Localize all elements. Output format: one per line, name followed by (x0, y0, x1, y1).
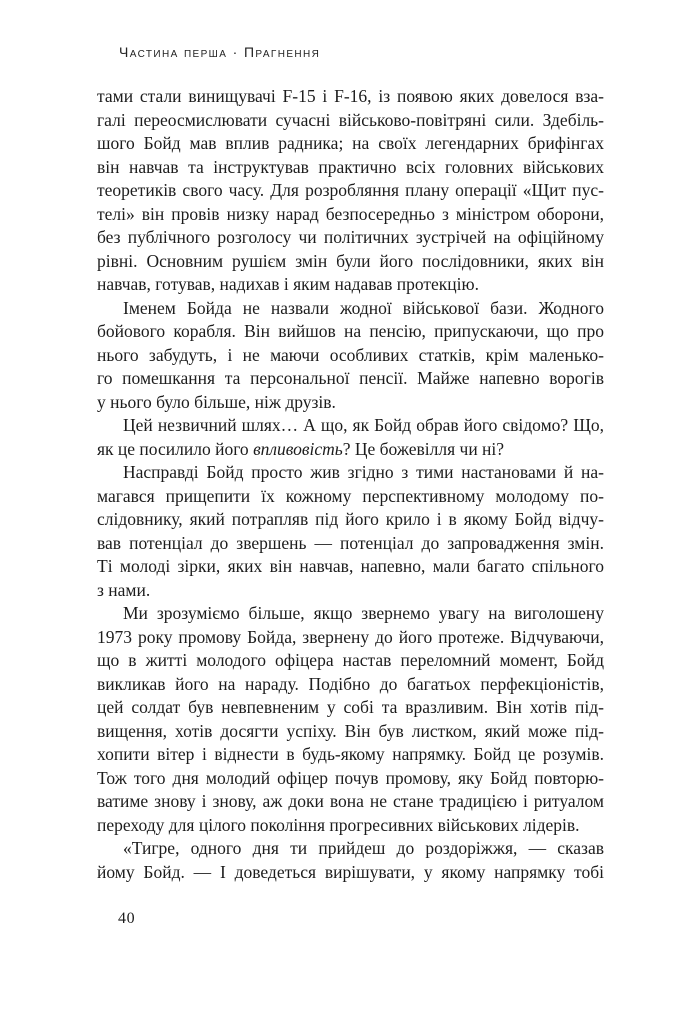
text-line (97, 743, 604, 767)
text-segment: тами стали винищувачі F-15 і F-16, із появою яких довелося вза- (97, 86, 604, 106)
text-segment: 1973 року промову Бойда, звернену до його протеже. Відчуваючи, (97, 626, 604, 647)
italic-text: впливовість (253, 438, 343, 459)
paragraph (97, 461, 604, 602)
text-segment: Тож того дня молодий офіцер почув промову, яку Бойд повторю- (97, 767, 604, 788)
text-line (97, 250, 604, 274)
text-segment: Іменем Бойда не назвали жодної військової бази. Жодного (123, 297, 604, 318)
text-line (97, 391, 604, 415)
text-line (97, 297, 604, 321)
paragraph (97, 837, 604, 884)
text-segment: Ми зрозуміємо більше, якщо звернемо увагу на виголошену (123, 603, 604, 623)
text-line (97, 649, 604, 673)
text-segment: «Тигре, одного дня ти прийдеш до роздоріжжя, — сказав (123, 838, 604, 858)
text-segment: телі» він провів низку нарад безпосередньо з міністром оборони, (97, 203, 604, 224)
text-segment: Ті молоді зірки, яких він навчав, напевно, мали багато спільного (97, 556, 604, 576)
text-line (97, 626, 604, 650)
text-segment: ватиме знову і знову, аж доки вона не стане традицією і ритуалом (97, 791, 604, 811)
text-segment: магався прищепити їх кожному перспективному молодому по- (97, 485, 604, 506)
text-line (97, 85, 604, 109)
text-line (97, 179, 604, 203)
page-number: 40 (118, 910, 136, 927)
text-segment: галі переосмислювати сучасні військово-повітряні сили. Здебіль- (97, 109, 604, 130)
text-line (97, 273, 604, 297)
text-segment: навчав, готував, надихав і яким надавав протекцію. (97, 274, 479, 294)
paragraph (97, 602, 604, 837)
text-segment: у нього було більше, ніж друзів. (97, 391, 336, 412)
text-line (97, 485, 604, 509)
text-line (97, 532, 604, 556)
text-line (97, 461, 604, 485)
text-line (97, 579, 604, 603)
text-segment: Цей незвичний шлях… А що, як Бойд обрав його свідомо? Що, (123, 415, 604, 435)
running-head: Частина перша · Прагнення (119, 44, 321, 60)
text-segment: рівні. Основним рушієм змін були його послідовники, яких він (97, 250, 604, 271)
text-line (97, 320, 604, 344)
text-segment: Насправді Бойд просто жив згідно з тими настановами й на- (123, 462, 604, 482)
text-segment: викликав його на нараду. Подібно до багатьох перфекціоністів, (97, 673, 604, 694)
text-line (97, 720, 604, 744)
text-segment: переходу для цілого покоління прогресивних військових лідерів. (97, 814, 580, 835)
text-line (97, 109, 604, 133)
text-segment: з нами. (97, 579, 151, 600)
text-segment: слідовнику, який потрапляв під його крило і в якому Бойд відчу- (97, 509, 604, 529)
text-segment: ? Це божевілля чи ні? (342, 438, 505, 459)
text-line (97, 508, 604, 532)
text-segment: шого Бойд мав вплив радника; на своїх легендарних брифінгах (97, 133, 604, 153)
text-segment: бойового корабля. Він вийшов на пенсію, припускаючи, що про (97, 321, 604, 341)
text-line (97, 837, 604, 861)
text-segment: вищення, хотів досягти успіху. Він був листком, який може під- (97, 720, 604, 741)
text-segment: що в житті молодого офіцера настав переломний момент, Бойд (97, 650, 604, 670)
paragraph (97, 414, 604, 461)
text-line (97, 555, 604, 579)
text-segment: як це посилило його (97, 438, 254, 459)
text-segment: без публічного розголосу чи політичних зустрічей на офіційному (97, 227, 604, 247)
text-segment: теоретиків свого часу. Для розробляння плану операції «Щит пус- (97, 180, 604, 200)
text-segment: го помешкання та персональної пенсії. Майже напевно ворогів (97, 368, 604, 388)
text-line (97, 414, 604, 438)
paragraph (97, 297, 604, 415)
text-line (97, 226, 604, 250)
text-segment: вав потенціал до звершень — потенціал до запровадження змін. (97, 532, 604, 553)
text-segment: хопити вітер і віднести в будь-якому напрямку. Бойд це розумів. (97, 744, 604, 764)
text-line (97, 861, 604, 885)
text-line (97, 767, 604, 791)
text-segment: йому Бойд. — І доведеться вирішувати, у якому напрямку тобі (97, 861, 604, 882)
text-line (97, 438, 604, 462)
text-line (97, 156, 604, 180)
paragraph (97, 85, 604, 297)
body-text (97, 85, 604, 884)
text-segment: нього забудуть, і не маючи особливих статків, крім маленько- (97, 344, 604, 365)
text-segment: він навчав та інструктував практично всіх головних військових (97, 156, 604, 177)
text-line (97, 673, 604, 697)
text-line (97, 602, 604, 626)
text-line (97, 367, 604, 391)
text-line (97, 203, 604, 227)
text-line (97, 790, 604, 814)
text-segment: цей солдат був невпевненим у собі та вразливим. Він хотів під- (97, 697, 604, 717)
text-line (97, 696, 604, 720)
text-line (97, 132, 604, 156)
text-line (97, 814, 604, 838)
text-line (97, 344, 604, 368)
